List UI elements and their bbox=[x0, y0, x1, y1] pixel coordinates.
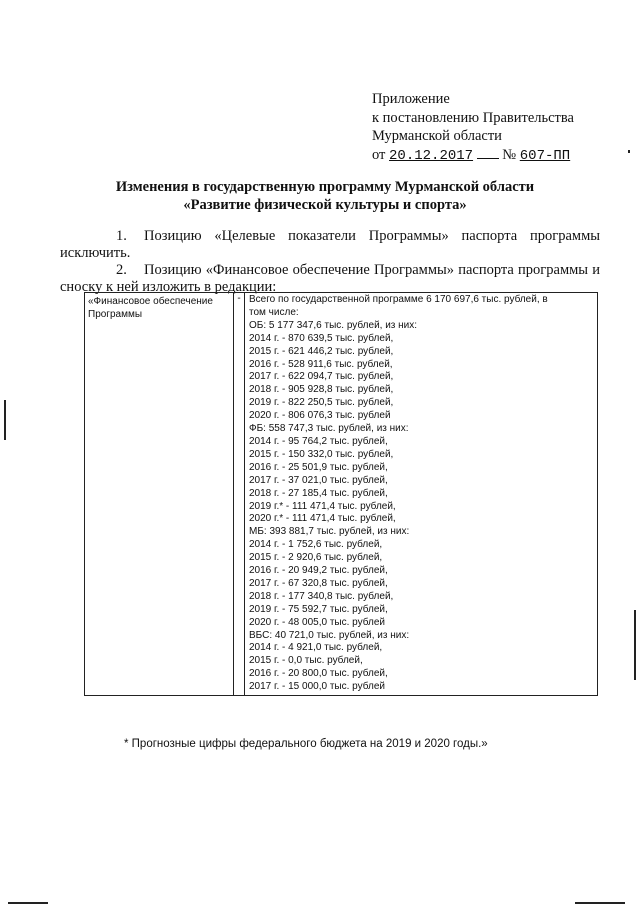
value-line: 2019 г. - 822 250,5 тыс. рублей, bbox=[249, 397, 394, 409]
appendix-line-3: Мурманской области bbox=[372, 128, 502, 144]
scan-mark bbox=[575, 902, 625, 904]
value-line: Всего по государственной программе 6 170 697,6 тыс. рублей, в bbox=[249, 294, 548, 305]
footnote: * Прогнозные цифры федерального бюджета на 2019 и 2020 годы.» bbox=[124, 738, 488, 750]
item-2 bbox=[60, 262, 600, 296]
value-line: 2016 г. - 528 911,6 тыс. рублей, bbox=[249, 358, 393, 370]
appendix-line-2: к постановлению Правительства bbox=[372, 109, 574, 126]
value-line: 2015 г. - 621 446,2 тыс. рублей, bbox=[249, 345, 394, 357]
financing-table bbox=[84, 292, 598, 696]
scan-mark bbox=[4, 400, 6, 440]
value-line: 2015 г. - 150 332,0 тыс. рублей, bbox=[249, 448, 394, 460]
value-line: 2014 г. - 1 752,6 тыс. рублей, bbox=[249, 539, 383, 551]
appendix-date-line bbox=[372, 146, 574, 166]
value-line: 2017 г. - 37 021,0 тыс. рублей, bbox=[249, 474, 388, 486]
value-line: 2018 г. - 27 185,4 тыс. рублей, bbox=[249, 487, 388, 499]
item-2-number: 2. bbox=[116, 262, 127, 278]
appendix-block bbox=[372, 90, 574, 165]
item-2-text: Позицию «Финансовое обеспечение Программы» паспорта программы и сноску к ней изложить в редакции: bbox=[60, 262, 600, 295]
value-line: ВБС: 40 721,0 тыс. рублей, из них: bbox=[249, 629, 410, 641]
value-line: 2014 г. - 4 921,0 тыс. рублей, bbox=[249, 642, 383, 654]
value-line: ОБ: 5 177 347,6 тыс. рублей, из них: bbox=[249, 319, 418, 331]
table-dash-cell: - bbox=[234, 293, 245, 696]
value-line: 2017 г. - 622 094,7 тыс. рублей, bbox=[249, 371, 394, 383]
value-line: 2015 г. - 2 920,6 тыс. рублей, bbox=[249, 552, 383, 564]
value-line: 2017 г. - 67 320,8 тыс. рублей, bbox=[249, 577, 388, 589]
item-1-text: Позицию «Целевые показатели Программы» паспорта программы исключить. bbox=[60, 228, 600, 261]
value-line: 2018 г. - 177 340,8 тыс. рублей, bbox=[249, 590, 394, 602]
item-1 bbox=[60, 228, 600, 262]
value-line: 2020 г. - 806 076,3 тыс. рублей bbox=[249, 410, 391, 422]
value-line: 2016 г. - 20 800,0 тыс. рублей, bbox=[249, 668, 388, 680]
value-line: 2019 г. - 75 592,7 тыс. рублей, bbox=[249, 603, 388, 615]
decree-number: 607-ПП bbox=[519, 147, 571, 164]
value-line: МБ: 393 881,7 тыс. рублей, из них: bbox=[249, 526, 410, 538]
value-line: 2016 г. - 25 501,9 тыс. рублей, bbox=[249, 461, 388, 473]
appendix-line-1: Приложение bbox=[372, 91, 450, 107]
document-title bbox=[60, 178, 590, 214]
scan-mark bbox=[628, 150, 630, 153]
value-line: 2014 г. - 870 639,5 тыс. рублей, bbox=[249, 332, 394, 344]
value-line: 2020 г.* - 111 471,4 тыс. рублей, bbox=[249, 513, 396, 525]
table-values-cell bbox=[245, 293, 598, 696]
title-line-2: «Развитие физической культуры и спорта» bbox=[183, 197, 467, 213]
date-prefix: от bbox=[372, 146, 386, 163]
value-line: 2017 г. - 15 000,0 тыс. рублей bbox=[249, 681, 385, 693]
table-row bbox=[85, 293, 598, 696]
table-label-cell: «Финансовое обеспечение Программы bbox=[85, 293, 234, 696]
title-line-1: Изменения в государственную программу Мурманской области bbox=[115, 179, 535, 195]
value-line: 2014 г. - 95 764,2 тыс. рублей, bbox=[249, 435, 388, 447]
scan-mark bbox=[634, 610, 636, 680]
item-1-number: 1. bbox=[116, 228, 127, 244]
number-sign: № bbox=[502, 146, 517, 163]
value-line: 2020 г. - 48 005,0 тыс. рублей bbox=[249, 616, 385, 628]
decree-date: 20.12.2017 bbox=[389, 147, 474, 164]
value-line: 2019 г.* - 111 471,4 тыс. рублей, bbox=[249, 500, 396, 512]
scan-mark bbox=[8, 902, 48, 904]
value-line: 2018 г. - 905 928,8 тыс. рублей, bbox=[249, 384, 394, 396]
value-line: том числе: bbox=[249, 306, 299, 318]
value-line: 2015 г. - 0,0 тыс. рублей, bbox=[249, 655, 363, 667]
value-line: 2016 г. - 20 949,2 тыс. рублей, bbox=[249, 565, 388, 577]
value-line: ФБ: 558 747,3 тыс. рублей, из них: bbox=[249, 423, 409, 435]
